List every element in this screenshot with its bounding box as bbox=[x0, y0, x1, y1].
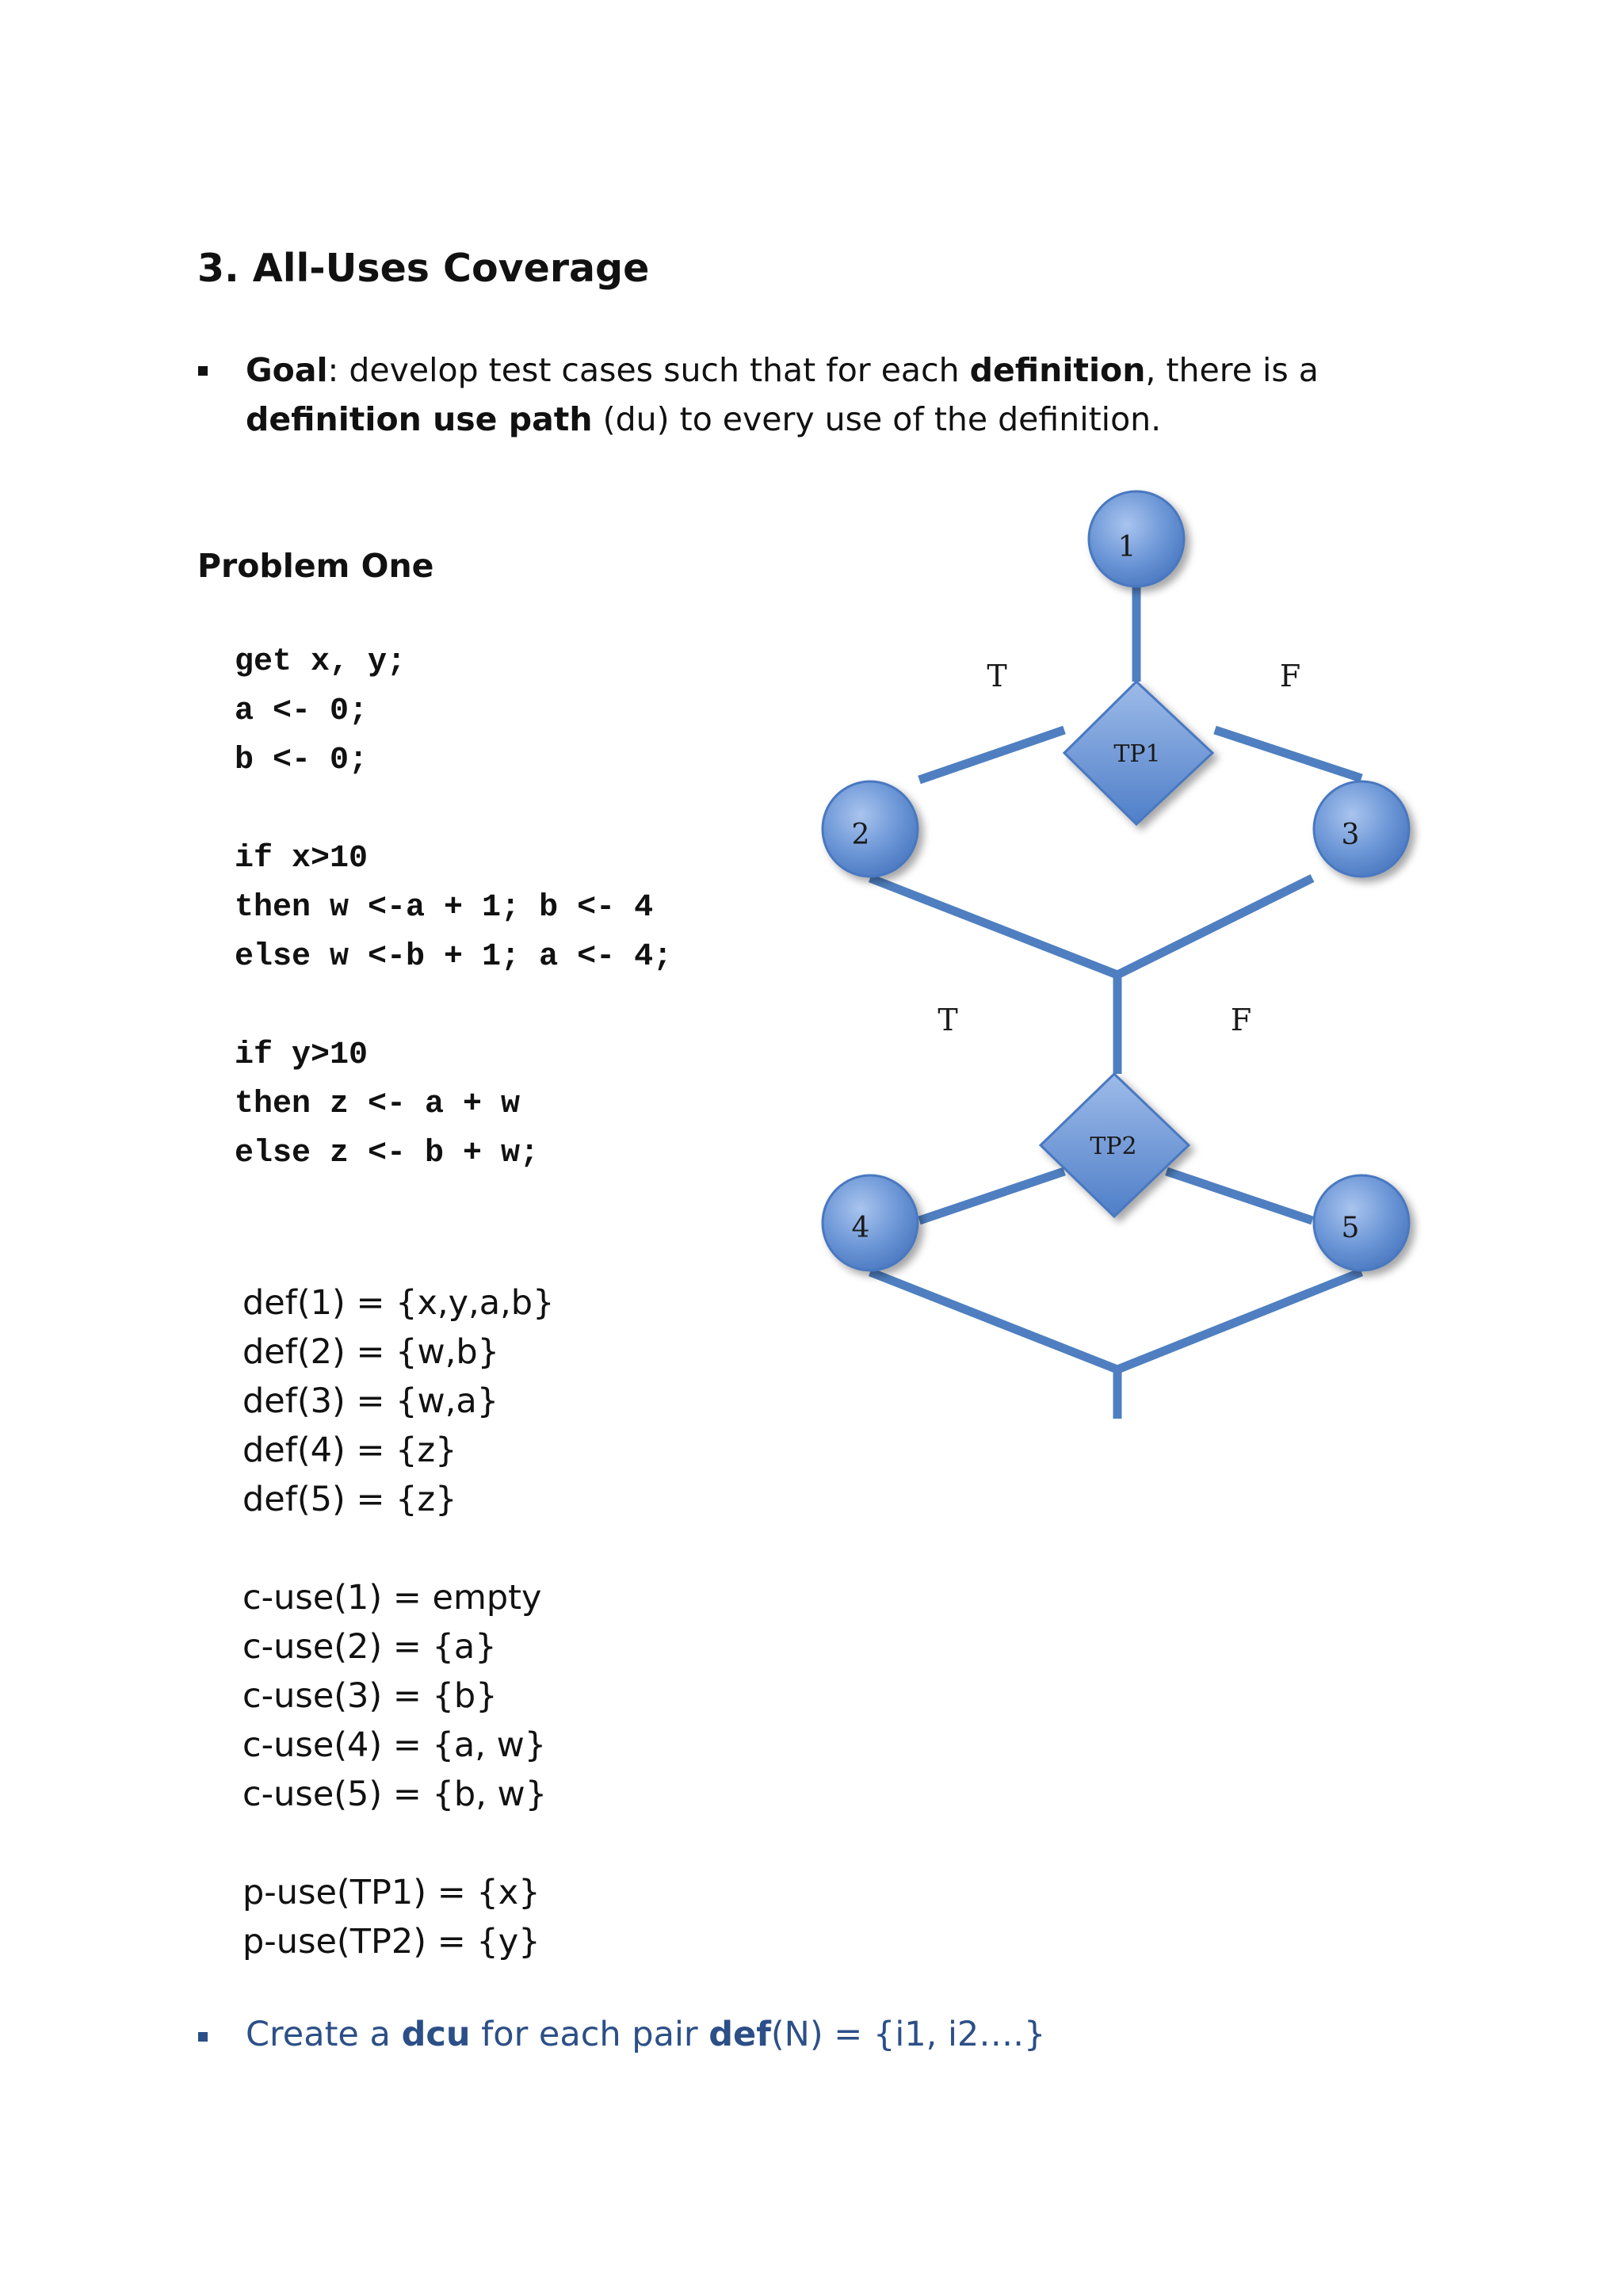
create-text-3: (N) = {i1, i2….} bbox=[770, 2015, 1046, 2054]
code-line: if x>10 bbox=[235, 841, 369, 877]
node-2 bbox=[823, 781, 918, 877]
create-bold-dcu: dcu bbox=[401, 2015, 471, 2054]
c-use-item: c-use(5) = {b, w} bbox=[242, 1775, 548, 1814]
p-use-item: p-use(TP1) = {x} bbox=[242, 1873, 540, 1912]
node-4 bbox=[823, 1175, 918, 1270]
edge-3-merge bbox=[1117, 878, 1312, 975]
goal-bold-du-path: definition use path bbox=[246, 400, 593, 438]
node-1-label: 1 bbox=[1117, 531, 1136, 563]
branch-label-false: F bbox=[1279, 659, 1301, 693]
edge-tp2-4 bbox=[919, 1171, 1064, 1221]
node-1 bbox=[1089, 491, 1184, 586]
def-item: def(2) = {w,b} bbox=[242, 1332, 500, 1372]
node-3 bbox=[1314, 781, 1409, 877]
goal-bold-definition: definition bbox=[969, 351, 1146, 389]
code-line: else z <- b + w; bbox=[235, 1136, 540, 1171]
goal-text-2: , there is a bbox=[1145, 351, 1319, 389]
edge-5-merge bbox=[1117, 1272, 1361, 1370]
edge-4-merge bbox=[870, 1272, 1117, 1370]
create-text-1: Create a bbox=[246, 2015, 402, 2054]
tp2-label: TP2 bbox=[1090, 1133, 1137, 1160]
node-5-label: 5 bbox=[1341, 1212, 1360, 1244]
goal-text-1: : develop test cases such that for each bbox=[327, 351, 970, 389]
create-bold-def: def bbox=[708, 2015, 771, 2054]
section-heading: 3. All-Uses Coverage bbox=[197, 246, 650, 291]
def-item: def(5) = {z} bbox=[242, 1480, 457, 1519]
c-use-item: c-use(3) = {b} bbox=[242, 1676, 498, 1716]
p-use-item: p-use(TP2) = {y} bbox=[242, 1922, 540, 1962]
node-5 bbox=[1314, 1175, 1409, 1270]
create-text-2: for each pair bbox=[470, 2015, 709, 2054]
edge-tp1-2 bbox=[919, 730, 1064, 780]
c-use-item: c-use(4) = {a, w} bbox=[242, 1725, 547, 1765]
c-use-item: c-use(1) = empty bbox=[242, 1578, 542, 1618]
def-item: def(3) = {w,a} bbox=[242, 1381, 499, 1421]
edge-tp2-5 bbox=[1167, 1171, 1312, 1221]
c-use-item: c-use(2) = {a} bbox=[242, 1627, 497, 1667]
edge-2-merge bbox=[870, 878, 1117, 975]
code-line: then w <-a + 1; b <- 4 bbox=[235, 890, 654, 926]
tp1-label: TP1 bbox=[1113, 740, 1161, 768]
code-line: a <- 0; bbox=[235, 693, 369, 729]
code-line: else w <-b + 1; a <- 4; bbox=[235, 939, 673, 975]
goal-text-3: (du) to every use of the definition. bbox=[592, 400, 1162, 438]
def-item: def(1) = {x,y,a,b} bbox=[242, 1283, 555, 1323]
code-line: if y>10 bbox=[235, 1037, 369, 1073]
branch-label-false: F bbox=[1230, 1003, 1252, 1037]
goal-label: Goal bbox=[246, 351, 328, 389]
def-item: def(4) = {z} bbox=[242, 1431, 457, 1470]
code-line: then z <- a + w bbox=[235, 1087, 521, 1122]
code-line: b <- 0; bbox=[235, 743, 369, 778]
edge-tp1-3 bbox=[1215, 730, 1361, 778]
node-4-label: 4 bbox=[851, 1212, 870, 1244]
branch-label-true: T bbox=[987, 659, 1007, 693]
branch-label-true: T bbox=[938, 1003, 958, 1037]
code-line: get x, y; bbox=[235, 644, 407, 680]
node-2-label: 2 bbox=[851, 819, 870, 851]
problem-title: Problem One bbox=[197, 547, 434, 585]
node-3-label: 3 bbox=[1341, 819, 1360, 851]
